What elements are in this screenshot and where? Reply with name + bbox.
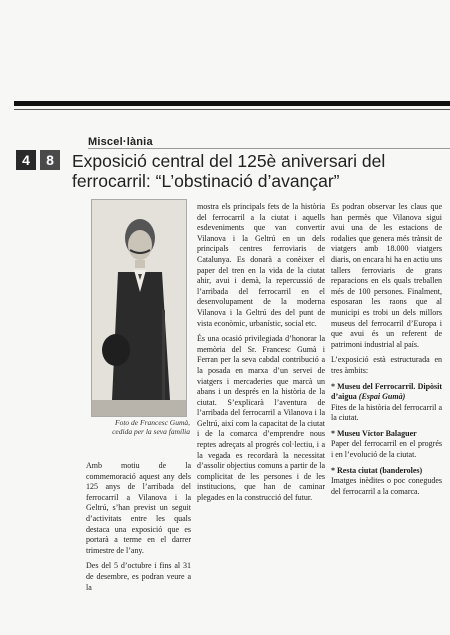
bullet-title-cont: Dipòsit d’aigua (331, 381, 443, 402)
section-label: Miscel·lània (88, 136, 153, 148)
bullet-title-italic: (Espai Gumà) (358, 392, 406, 402)
paragraph: L’exposició està estructurada en tres àmbits: (331, 355, 442, 375)
page-number-tens: 4 (16, 150, 36, 170)
portrait-illustration (92, 200, 186, 416)
photo-caption (86, 418, 190, 436)
section-rule (88, 148, 450, 149)
column-3 (331, 202, 442, 502)
top-rule-thin (14, 109, 450, 110)
portrait-photo (91, 199, 187, 417)
paragraph: Amb motiu de la commemoració aquest any dels 125 anys de l’arribada del ferrocarril a Vilanova i la Geltrú, s’han previst un seguit d’activitats entre les quals destaca una exposició que es portarà a terme en el darrer trimestre de l’any. (86, 461, 191, 555)
top-rule (14, 101, 450, 106)
page-number-units: 8 (40, 150, 60, 170)
bullet-text: Fites de la història del ferrocarril a la ciutat. (331, 402, 442, 423)
bullet-text: Paper del ferrocarril en el progrés i en l’evolució de la ciutat. (331, 439, 442, 460)
bullet-title: * Resta ciutat (banderoles) (331, 465, 423, 475)
list-item (331, 429, 442, 461)
list-item (331, 466, 442, 498)
bullet-title: * Museu Víctor Balaguer (331, 428, 417, 438)
caption-line-2: cedida per la seva família (112, 427, 190, 436)
list-item (331, 382, 442, 424)
paragraph: mostra els principals fets de la història del ferrocarril a la ciutat i aquells esdeveniments que van convertir Vilanova i la Geltrú en un dels principals centres ferroviaris de Catalunya. Es donarà a conèixer el paper del tren en la vida de la ciutat ahir, avui i demà, la repercussió de l’arribada del ferrocarril en el desenvolupament de la moderna Vilanova i la Geltrú des del punt de vista econòmic, urbanístic, social etc. (197, 202, 325, 328)
column-2 (197, 202, 325, 509)
bullet-text: Imatges inèdites o poc conegudes del ferrocarril a la comarca. (331, 476, 442, 496)
paragraph: Es podran observar les claus que han permès que Vilanova sigui avui una de les estacions de rodalies que genera més trànsit de viatgers amb 18.000 viatgers diaris, on encara hi ha en actiu uns tallers ferroviaris de grans reparacions en els quals treballen més de 100 persones. Finalment, esposaran les raons que al municipi es trobi un dels millors museus del ferrocarril d’Europa i que avui és un referent de patrimoni industrial al país. (331, 202, 442, 349)
column-1 (86, 461, 191, 598)
caption-line-1: Foto de Francesc Gumà, (115, 418, 190, 427)
article-title: Exposició central del 125è aniversari del ferrocarril: “L’obstinació d’avançar” (72, 151, 386, 191)
paragraph: És una ocasió privilegiada d’honorar la memòria del Sr. Francesc Gumà i Ferran per la seva cabdal contribució a la posada en marxa d’un servei de viatgers i mercaderies que marcà un abans i un després en la història de la ciutat. S’explicarà l’aventura de l’arribada del ferrocarril a Vilanova i la Geltrú, així com la capacitat de la ciutat i de la comarca d’emprendre nous reptes adreçats al progrés col·lectiu, i a la vegada es recordarà la necessitat d’assolir objectius comuns a partir de la complicitat de les persones i de les institucions, que han de caminar plegades en la construcció del futur. (197, 334, 325, 503)
bullet-title: * Museu del Ferrocarril. (331, 381, 416, 391)
paragraph: Des del 5 d’octubre i fins al 31 de desembre, es podran veure a la (86, 561, 191, 592)
